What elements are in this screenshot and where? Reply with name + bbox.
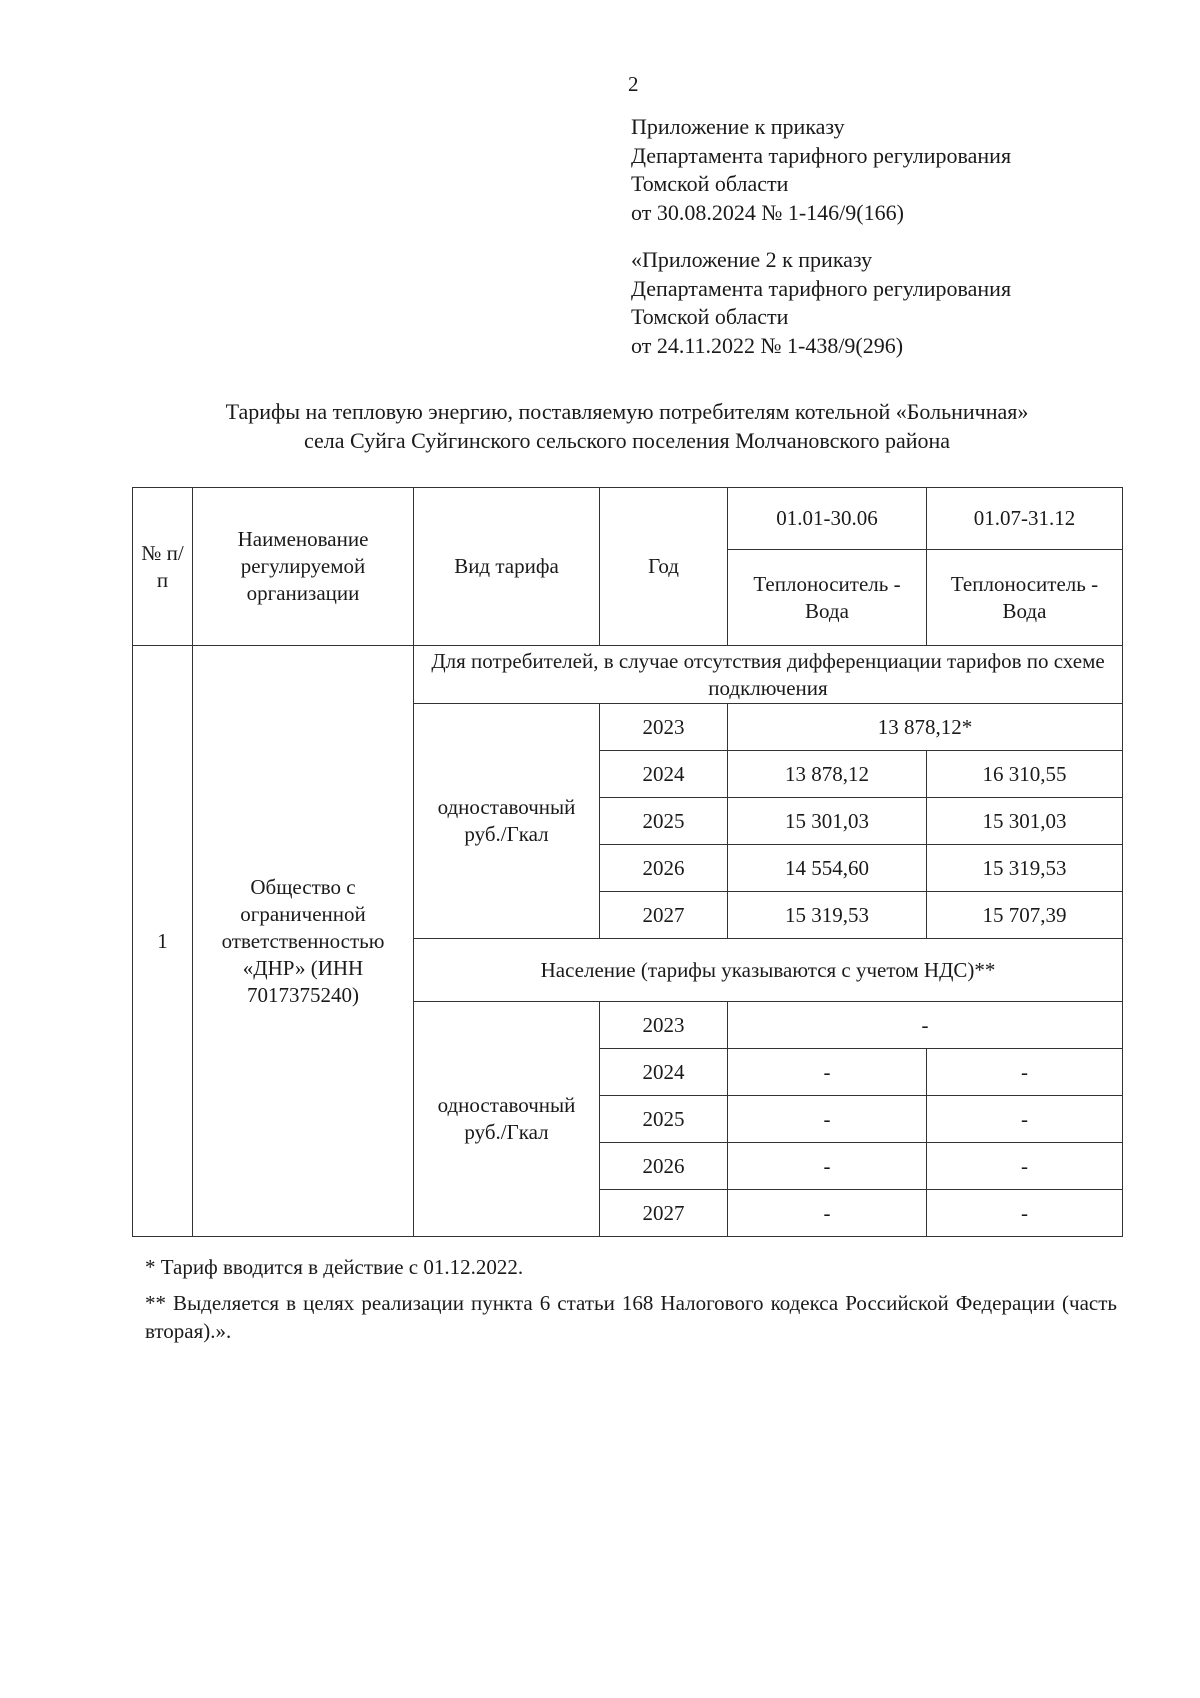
- year-cell: 2024: [600, 1049, 728, 1096]
- year-cell: 2026: [600, 1143, 728, 1190]
- table-row: [133, 646, 1123, 704]
- table-header-row: [133, 488, 1123, 550]
- tariff-value-period-1: 15 301,03: [728, 798, 927, 845]
- year-cell: 2025: [600, 1096, 728, 1143]
- appendix-line: Департамента тарифного регулирования: [631, 275, 1012, 301]
- tariff-value-period-2: 15 707,39: [927, 892, 1123, 939]
- year-cell: 2023: [600, 704, 728, 751]
- appendix-line: Приложение к приказу: [631, 114, 845, 139]
- page-number: 2: [628, 72, 639, 96]
- title-line: села Суйга Суйгинского сельского поселения Молчановского района: [303, 427, 951, 453]
- tariff-value-period-2: 16 310,55: [927, 751, 1123, 798]
- tariff-value-period-2: -: [927, 1096, 1123, 1143]
- header-year: Год: [600, 488, 728, 646]
- tariff-value-period-1: -: [728, 1049, 927, 1096]
- tariff-value-period-1: 15 319,53: [728, 892, 927, 939]
- header-tariff-type: Вид тарифа: [414, 488, 600, 646]
- appendix-line: от 24.11.2022 № 1-438/9(296): [631, 332, 904, 358]
- appendix-line: «Приложение 2 к приказу: [631, 247, 873, 272]
- document-title: [132, 398, 1122, 455]
- tariff-type-cell: одноставочный руб./Гкал: [414, 1002, 600, 1237]
- tariff-value-period-1: -: [728, 1190, 927, 1237]
- header-heat-carrier-2: Теплоноситель - Вода: [927, 550, 1123, 646]
- year-cell: 2027: [600, 892, 728, 939]
- tariff-value-period-1: 14 554,60: [728, 845, 927, 892]
- row-number: 1: [133, 646, 193, 1237]
- appendix-line: Департамента тарифного регулирования: [631, 142, 1012, 168]
- header-number: № п/п: [133, 488, 193, 646]
- tariff-value-period-2: -: [927, 1143, 1123, 1190]
- appendix-line: Томской области: [631, 304, 789, 329]
- appendix-line: Томской области: [631, 171, 789, 196]
- header-period-1: 01.01-30.06: [728, 488, 927, 550]
- organization-name: Общество с ограниченной ответственностью «ДНР» (ИНН 7017375240): [193, 646, 414, 1237]
- section-title-consumers: Для потребителей, в случае отсутствия дифференциации тарифов по схеме подключения: [414, 646, 1123, 704]
- tariff-value-merged: -: [728, 1002, 1123, 1049]
- header-period-2: 01.07-31.12: [927, 488, 1123, 550]
- title-line: Тарифы на тепловую энергию, поставляемую потребителям котельной «Больничная»: [225, 399, 1029, 424]
- year-cell: 2024: [600, 751, 728, 798]
- tariff-value-period-1: 13 878,12: [728, 751, 927, 798]
- year-cell: 2025: [600, 798, 728, 845]
- appendix-reference-current: [631, 113, 1011, 227]
- section-title-population: Население (тарифы указываются с учетом НДС)**: [414, 939, 1123, 1002]
- tariff-value-period-2: -: [927, 1049, 1123, 1096]
- tariff-value-period-2: 15 301,03: [927, 798, 1123, 845]
- appendix-reference-original: [631, 246, 1011, 360]
- tariff-table: [132, 487, 1123, 1237]
- tariff-value-period-2: -: [927, 1190, 1123, 1237]
- tariff-value-period-1: -: [728, 1143, 927, 1190]
- footnote-vat: ** Выделяется в целях реализации пункта 6 статьи 168 Налогового кодекса Российской Федерации (часть вторая).».: [145, 1291, 1117, 1343]
- tariff-value-merged: 13 878,12*: [728, 704, 1123, 751]
- appendix-line: от 30.08.2024 № 1-146/9(166): [631, 199, 904, 225]
- year-cell: 2023: [600, 1002, 728, 1049]
- tariff-value-period-2: 15 319,53: [927, 845, 1123, 892]
- year-cell: 2026: [600, 845, 728, 892]
- year-cell: 2027: [600, 1190, 728, 1237]
- tariff-type-cell: одноставочный руб./Гкал: [414, 704, 600, 939]
- header-heat-carrier-1: Теплоноситель - Вода: [728, 550, 927, 646]
- header-organization-name: Наименование регулируемой организации: [193, 488, 414, 646]
- tariff-value-period-1: -: [728, 1096, 927, 1143]
- footnote-tariff-effective: * Тариф вводится в действие с 01.12.2022.: [145, 1255, 524, 1279]
